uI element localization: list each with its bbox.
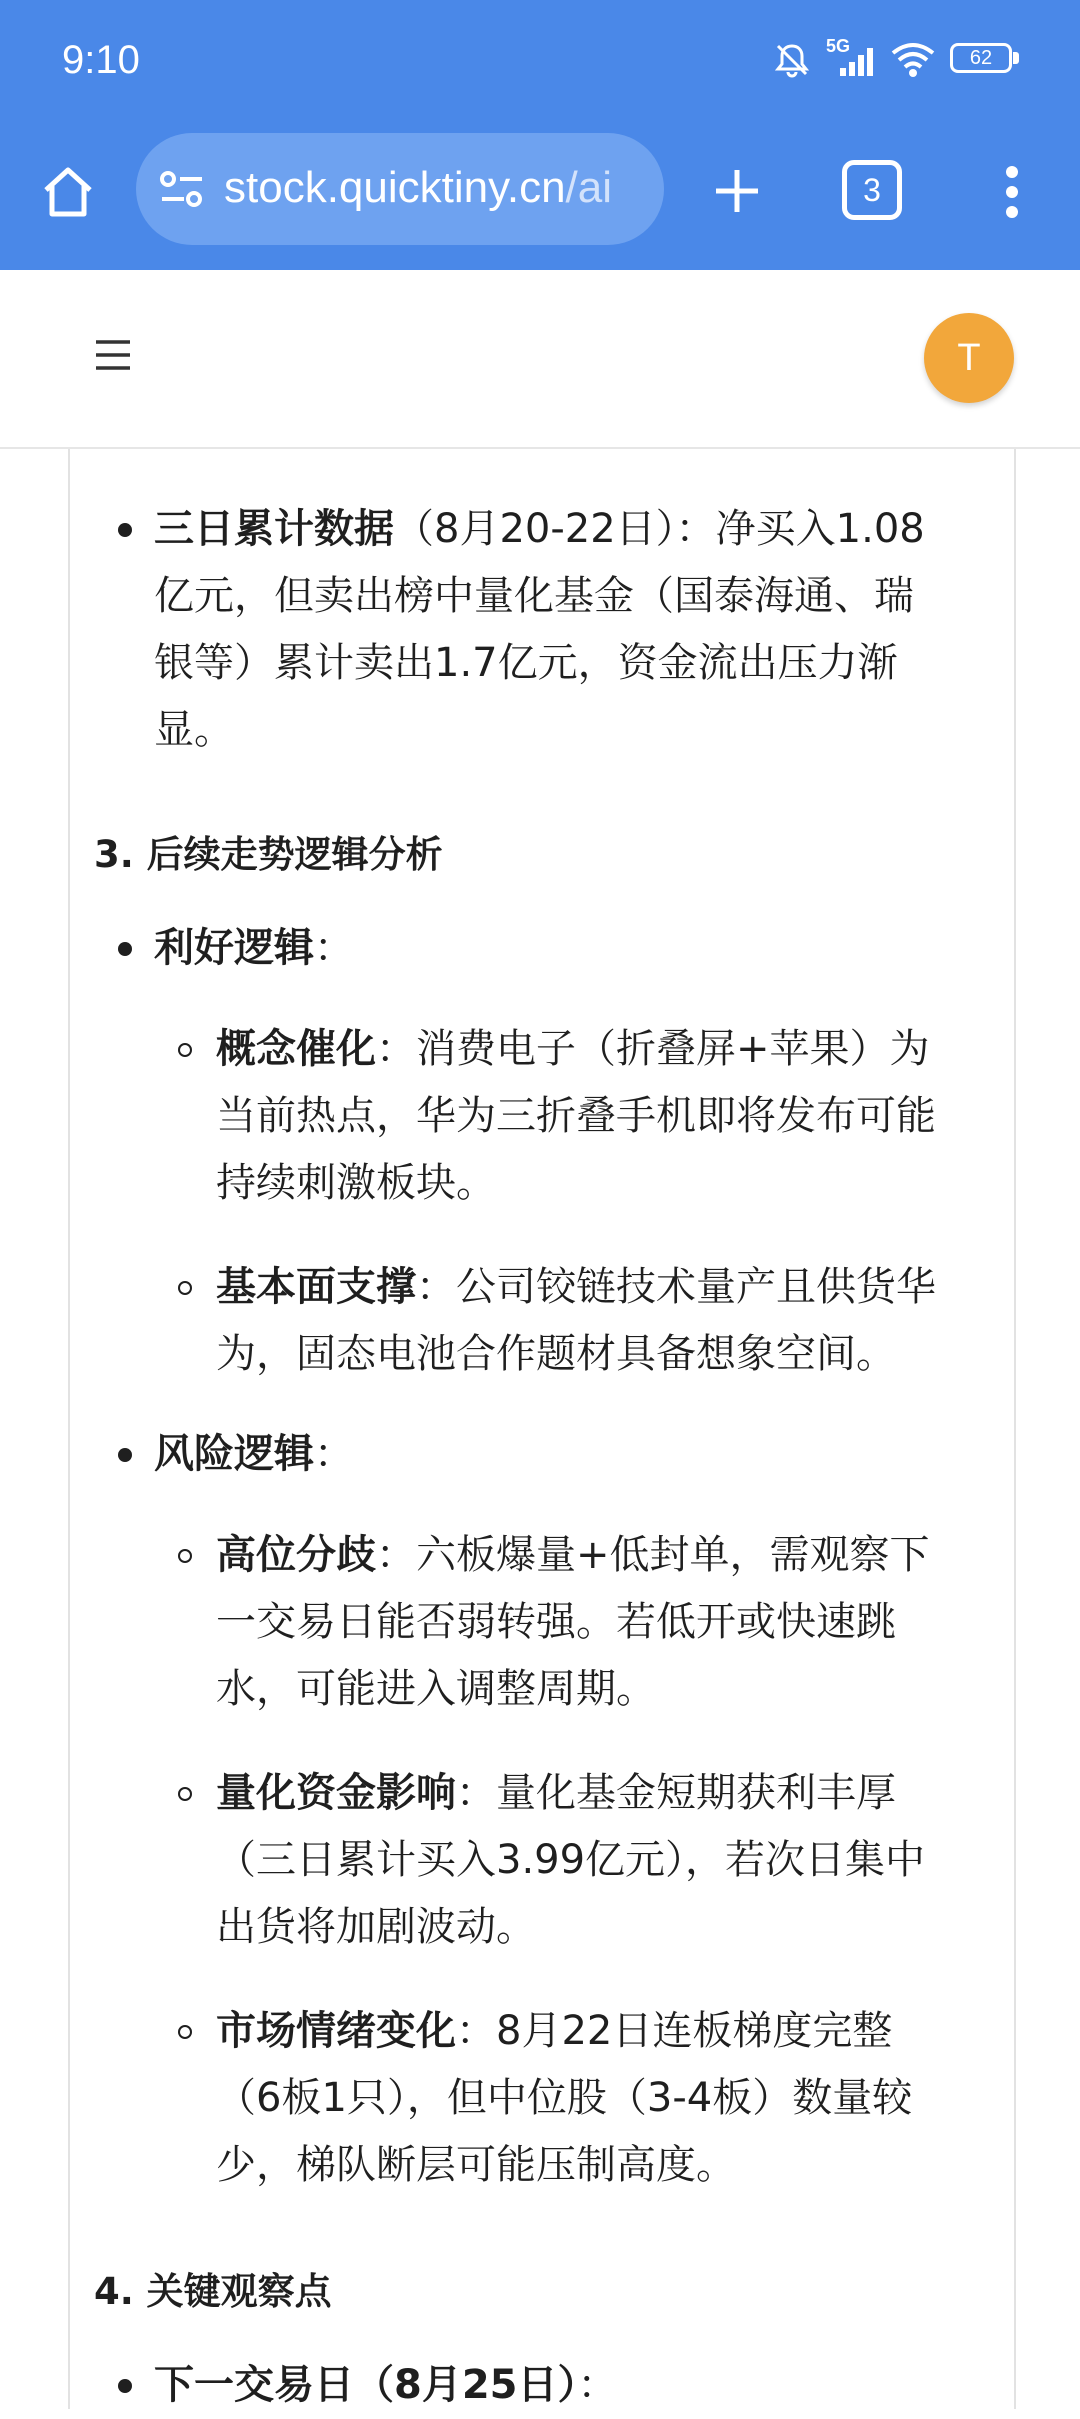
item-text: 当前热点，华为三折叠手机即将发布可能 [216, 1093, 936, 1139]
tab-count: 3 [863, 171, 881, 208]
bullet-dot [118, 942, 132, 956]
item-text: ： [314, 1431, 354, 1477]
item-text: （6板1只），但中位股（3-4板）数量较 [216, 2075, 913, 2121]
item-bold: 基本面支撑 [216, 1264, 416, 1310]
site-settings-icon[interactable] [158, 167, 206, 211]
item-text: 一交易日能否弱转强。若低开或快速跳 [216, 1599, 896, 1645]
list-item-risk-logic [154, 1421, 354, 1488]
status-time: 9:10 [62, 38, 140, 82]
item-text: 显。 [154, 707, 234, 753]
item-text: （8月20-22日）：净买入1.08 [394, 506, 925, 552]
browser-chrome [0, 0, 1080, 270]
home-icon [38, 162, 98, 222]
more-menu-button[interactable] [994, 160, 1030, 224]
section-heading-3: 3. 后续走势逻辑分析 [94, 833, 443, 876]
status-bar [0, 0, 1080, 130]
item-bold: 量化资金影响 [216, 1770, 456, 1816]
list-item-good-logic [154, 915, 354, 982]
item-bold: 下一交易日（8月25日） [154, 2362, 578, 2408]
sub-item-concept [216, 1016, 936, 1217]
url-path: /ai [565, 163, 613, 212]
sub-item-high-divergence [216, 1522, 930, 1723]
sub-bullet-circle [178, 1043, 192, 1057]
item-text: ：公司铰链技术量产且供货华 [416, 1264, 936, 1310]
item-bold: 高位分歧 [216, 1532, 376, 1578]
item-text: 银等）累计卖出1.7亿元，资金流出压力渐 [154, 640, 898, 686]
item-text: 少，梯队断层可能压制高度。 [216, 2142, 736, 2188]
item-text: ：六板爆量+低封单，需观察下 [376, 1532, 930, 1578]
sub-item-quant-funds [216, 1760, 925, 1961]
url-text [224, 163, 612, 213]
bullet-dot [118, 1448, 132, 1462]
item-text: ：量化基金短期获利丰厚 [456, 1770, 896, 1816]
list-item-next-day [154, 2352, 618, 2419]
sub-item-fundamentals [216, 1254, 936, 1388]
sub-bullet-circle [178, 1787, 192, 1801]
bullet-dot [118, 523, 132, 537]
new-tab-button[interactable] [700, 154, 774, 228]
more-vert-icon [1004, 162, 1020, 222]
wifi-icon [890, 41, 936, 79]
section-heading-4: 4. 关键观察点 [94, 2270, 332, 2313]
tab-switcher-button[interactable] [842, 160, 902, 220]
item-text: 持续刺激板块。 [216, 1160, 496, 1206]
item-text: （三日累计买入3.99亿元），若次日集中 [216, 1837, 926, 1883]
item-text: ： [314, 925, 354, 971]
sub-bullet-circle [178, 2025, 192, 2039]
url-domain: stock.quicktiny.cn [224, 163, 566, 212]
sub-bullet-circle [178, 1549, 192, 1563]
address-bar[interactable] [136, 133, 664, 245]
site-header [0, 270, 1080, 449]
item-bold: 风险逻辑 [154, 1431, 314, 1477]
item-bold: 市场情绪变化 [216, 2008, 456, 2054]
browser-toolbar [0, 130, 1080, 270]
item-text: 为，固态电池合作题材具备想象空间。 [216, 1331, 896, 1377]
item-text: 亿元，但卖出榜中量化基金（国泰海通、瑞 [154, 573, 914, 619]
item-bold: 三日累计数据 [154, 506, 394, 552]
plus-icon [712, 166, 762, 216]
battery-level: 62 [969, 46, 993, 69]
item-bold: 利好逻辑 [154, 925, 314, 971]
sub-item-market-sentiment [216, 1998, 912, 2199]
network-type: 5G [826, 36, 851, 56]
status-icons [772, 36, 1020, 80]
item-text: ： [577, 2362, 618, 2408]
article-content [68, 449, 1016, 2409]
item-text: ：消费电子（折叠屏+苹果）为 [376, 1026, 930, 1072]
item-text: 出货将加剧波动。 [216, 1904, 536, 1950]
item-text: 水，可能进入调整周期。 [216, 1666, 656, 1712]
item-bold: 概念催化 [216, 1026, 376, 1072]
hamburger-menu-icon[interactable] [88, 330, 138, 380]
item-text: ：8月22日连板梯度完整 [456, 2008, 893, 2054]
user-avatar[interactable]: T [924, 313, 1014, 403]
battery-icon [950, 43, 1020, 77]
sub-bullet-circle [178, 1281, 192, 1295]
home-button[interactable] [32, 156, 104, 228]
mute-bell-icon [772, 40, 812, 80]
bullet-dot [118, 2379, 132, 2393]
list-item-three-day-data [154, 496, 925, 764]
signal-icon [826, 36, 876, 80]
